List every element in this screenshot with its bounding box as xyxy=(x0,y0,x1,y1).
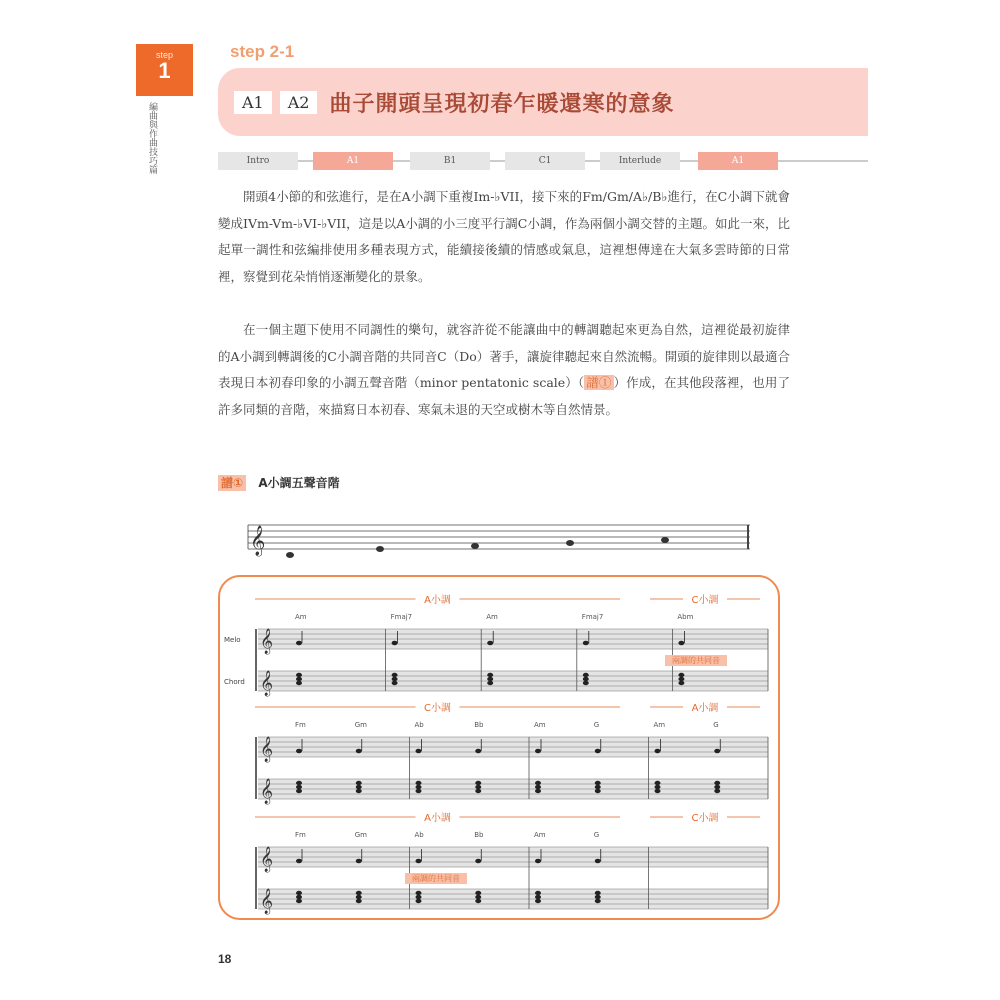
chord-note xyxy=(678,673,684,677)
melody-note xyxy=(535,859,541,864)
chord-note xyxy=(583,681,589,685)
chord-note xyxy=(392,677,398,681)
common-tone-label: 兩調的共同音 xyxy=(672,656,720,665)
chord-note xyxy=(296,781,302,785)
chord-note xyxy=(595,781,601,785)
chord-symbol: Fmaj7 xyxy=(581,613,604,621)
note xyxy=(661,537,669,543)
score-box xyxy=(218,575,780,920)
chord-note xyxy=(475,899,481,903)
chord-symbol: Fm xyxy=(295,721,306,729)
chord-note xyxy=(714,789,720,793)
chord-note xyxy=(714,785,720,789)
chord-note xyxy=(416,899,422,903)
chord-note xyxy=(296,899,302,903)
chord-note xyxy=(392,681,398,685)
chord-note xyxy=(356,891,362,895)
melody-note xyxy=(678,641,684,646)
key-label: A小調 xyxy=(424,813,451,824)
chord-note xyxy=(296,677,302,681)
section-a1: A1 xyxy=(698,152,778,170)
chord-note xyxy=(356,895,362,899)
key-label: C小調 xyxy=(424,703,451,714)
note xyxy=(286,552,294,558)
chord-note xyxy=(296,681,302,685)
chord-note xyxy=(416,785,422,789)
chord-note xyxy=(487,677,493,681)
paragraph-text: 開頭4小節的和弦進行，是在A小調下重複Im-♭VII，接下來的Fm/Gm/A♭/B♭進行，在C小調下就會變成IVm-Vm-♭VI-♭VII，這是以A小調的小三度平行調C小調，作為兩個小調交替的主題。如此一來，比起單一調性和弦編排使用多種表現方式，能續接後續的情感或氣息，這裡想傳達在大氣多雲時節的日常裡，察覺到花朵悄悄逐漸變化的景象。 xyxy=(218,189,790,284)
chord-note xyxy=(356,789,362,793)
chord-note xyxy=(356,781,362,785)
paragraph-1 xyxy=(218,184,790,290)
chord-symbol: Am xyxy=(534,721,546,729)
score-sheet xyxy=(220,577,778,917)
chord-note xyxy=(595,891,601,895)
note xyxy=(566,540,574,546)
key-label: A小調 xyxy=(691,703,719,714)
chord-note xyxy=(595,789,601,793)
chord-note xyxy=(583,677,589,681)
melody-note xyxy=(714,749,720,754)
melody-note xyxy=(487,641,493,646)
chord-note xyxy=(583,673,589,677)
chord-note xyxy=(475,895,481,899)
melody-note xyxy=(296,859,302,864)
chord-note xyxy=(678,681,684,685)
score-system xyxy=(224,592,768,696)
staff-label: Chord xyxy=(224,678,245,686)
chord-note xyxy=(595,895,601,899)
section-tag: A1 xyxy=(234,91,272,114)
figure-caption xyxy=(218,474,340,491)
chord-note xyxy=(475,891,481,895)
chord-note xyxy=(475,785,481,789)
melody-note xyxy=(535,749,541,754)
text-span: ）作成，在其他段落裡，也用了許多同類的音階，來描寫日本初春、寒氣未退的天空或樹木等自然情景。 xyxy=(218,375,790,417)
chord-symbol: Fm xyxy=(295,831,306,839)
chord-note xyxy=(535,895,541,899)
melody-note xyxy=(296,641,302,646)
staff-label: Melo xyxy=(224,636,241,644)
melody-note xyxy=(475,749,481,754)
chord-note xyxy=(487,673,493,677)
key-label: C小調 xyxy=(691,813,719,824)
chord-note xyxy=(475,781,481,785)
section-a1: A1 xyxy=(313,152,393,170)
chord-symbol: G xyxy=(593,831,600,839)
chord-note xyxy=(296,895,302,899)
chord-note xyxy=(296,785,302,789)
chapter-number: 1 xyxy=(158,58,171,83)
melody-note xyxy=(416,749,422,754)
chord-note xyxy=(535,785,541,789)
chord-note xyxy=(475,789,481,793)
chapter-tab xyxy=(136,44,193,96)
melody-note xyxy=(356,859,362,864)
chord-symbol: G xyxy=(713,721,719,729)
chord-note xyxy=(392,673,398,677)
section-b1: B1 xyxy=(410,152,490,170)
chord-note xyxy=(535,891,541,895)
section-intro: Intro xyxy=(218,152,298,170)
chord-note xyxy=(356,785,362,789)
chord-symbol: Am xyxy=(534,831,546,839)
chord-note xyxy=(487,681,493,685)
treble-clef-icon: 𝄞 xyxy=(250,526,266,556)
chord-symbol: Ab xyxy=(414,721,424,729)
chord-note xyxy=(595,899,601,903)
step-label: step 2-1 xyxy=(230,42,295,61)
melody-note xyxy=(475,859,481,864)
scale-notes xyxy=(286,537,669,558)
chord-note xyxy=(535,789,541,793)
chord-symbol: Am xyxy=(486,613,498,621)
chord-symbol: Fmaj7 xyxy=(390,613,413,621)
section-interlude: Interlude xyxy=(600,152,680,170)
chord-symbol: Bb xyxy=(474,831,484,839)
treble-clef-icon: 𝄞 xyxy=(260,671,274,696)
note xyxy=(471,543,479,549)
treble-clef-icon: 𝄞 xyxy=(260,889,274,914)
treble-clef-icon: 𝄞 xyxy=(260,629,274,654)
title-banner xyxy=(218,68,868,136)
chord-note xyxy=(296,891,302,895)
chord-note xyxy=(356,899,362,903)
chapter-label: step xyxy=(155,50,173,60)
treble-clef-icon: 𝄞 xyxy=(260,779,274,804)
section-c1: C1 xyxy=(505,152,585,170)
chord-symbol: Ab xyxy=(414,831,424,839)
chord-symbol: Abm xyxy=(677,613,694,621)
caption-text: A小調五聲音階 xyxy=(258,476,340,490)
note xyxy=(376,546,384,552)
section-tag: A2 xyxy=(280,91,318,114)
paragraph-2 xyxy=(218,317,790,423)
melody-note xyxy=(595,859,601,864)
chord-note xyxy=(678,677,684,681)
key-label: A小調 xyxy=(424,595,451,606)
melody-note xyxy=(296,749,302,754)
chord-note xyxy=(714,781,720,785)
chord-note xyxy=(416,891,422,895)
chord-symbol: Gm xyxy=(354,721,367,729)
paragraph-text xyxy=(218,317,790,423)
chord-note xyxy=(655,785,661,789)
chord-note xyxy=(595,785,601,789)
chord-symbol: Bb xyxy=(474,721,484,729)
page-number: 18 xyxy=(218,952,232,966)
score-reference: 譜① xyxy=(586,375,612,390)
chord-note xyxy=(655,781,661,785)
melody-note xyxy=(595,749,601,754)
treble-clef-icon: 𝄞 xyxy=(260,847,274,872)
scale-staff xyxy=(240,515,760,565)
chord-symbol: G xyxy=(593,721,600,729)
chord-note xyxy=(416,781,422,785)
chord-symbol: Am xyxy=(295,613,307,621)
melody-note xyxy=(416,859,422,864)
chord-note xyxy=(416,895,422,899)
key-label: C小調 xyxy=(691,595,719,606)
chord-symbol: Am xyxy=(653,721,666,729)
chord-symbol: Gm xyxy=(354,831,367,839)
melody-note xyxy=(392,641,398,646)
melody-note xyxy=(655,749,661,754)
chord-note xyxy=(535,781,541,785)
side-title: 編曲與作曲技巧篇 xyxy=(147,102,157,174)
common-tone-label: 兩調的共同音 xyxy=(412,874,460,883)
score-system xyxy=(255,700,768,804)
chord-note xyxy=(535,899,541,903)
chord-note xyxy=(296,789,302,793)
text-span: 在一個主題下使用不同調性的樂句，就容許從不能讓曲中的轉調聽起來更為自然，這裡從最初旋律的A小調到轉調後的C小調音階的共同音C（Do）著手，讓旋律聽起來自然流暢。開頭的旋律則以最適合表現日本初春印象的小調五聲音階（minor pentatonic scale）（ xyxy=(218,322,790,390)
melody-note xyxy=(583,641,589,646)
figure-ref: 譜① xyxy=(218,475,246,491)
page-title: 曲子開頭呈現初春乍暖還寒的意象 xyxy=(329,91,675,117)
score-system xyxy=(255,810,768,914)
chord-note xyxy=(416,789,422,793)
melody-note xyxy=(356,749,362,754)
treble-clef-icon: 𝄞 xyxy=(260,737,274,762)
song-structure-bar xyxy=(218,152,868,170)
chord-note xyxy=(296,673,302,677)
chord-note xyxy=(655,789,661,793)
